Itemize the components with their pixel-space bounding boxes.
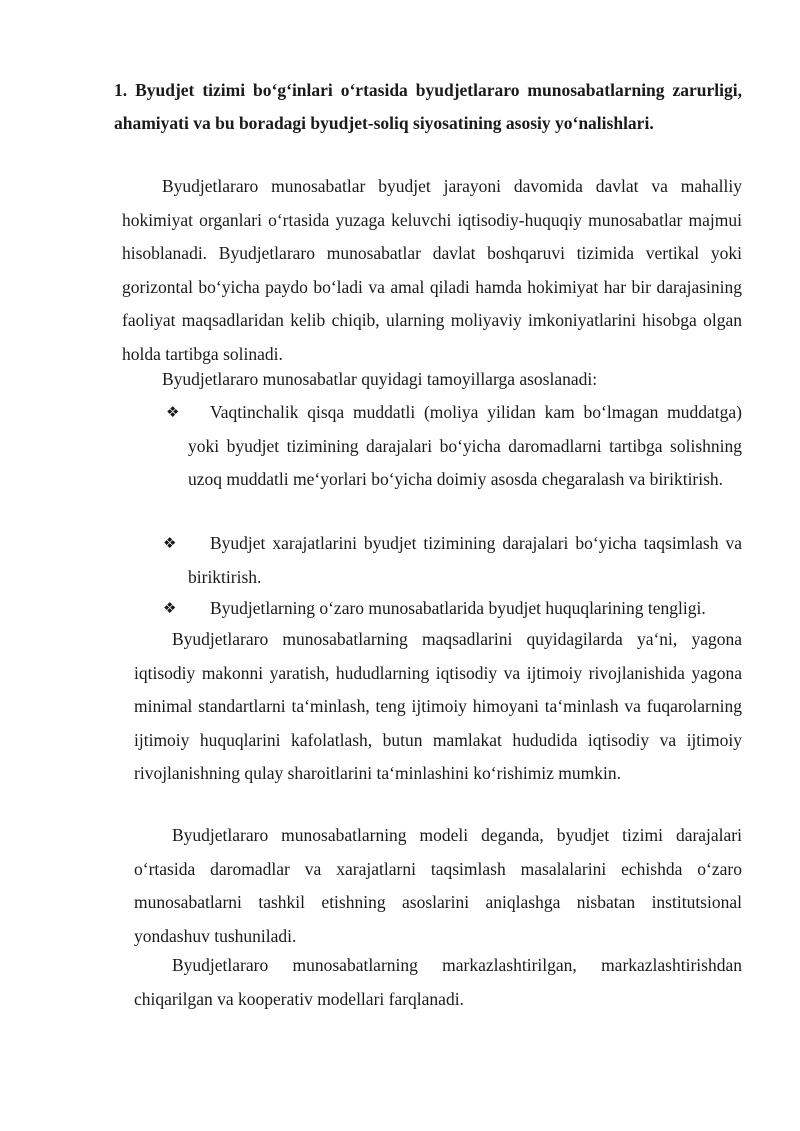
paragraph-principles-intro: Byudjetlararo munosabatlar quyidagi tamoyillarga asoslanadi:	[162, 369, 598, 389]
diamond-bullet-icon: ❖	[163, 534, 177, 552]
principle-list-item: Vaqtinchalik qisqa muddatli (moliya yilidan kam bo‘lmagan muddatga) yoki byudjet tizimining darajalari bo‘yicha daromadlarni tartibga solishning uzoq muddatli me‘yorlari bo‘yicha doimiy asosda chegaralash va biriktirish.	[188, 402, 742, 489]
paragraph-definition: Byudjetlararo munosabatlar byudjet jarayoni davomida davlat va mahalliy hokimiyat organlari o‘rtasida yuzaga keluvchi iqtisodiy-huquqiy munosabatlar majmui hisoblanadi. Byudjetlararo munosabatlar davlat boshqaruvi tizimida vertikal yoki gorizontal bo‘yicha paydo bo‘ladi va amal qiladi hamda hokimiyat har bir darajasining faoliyat maqsadlaridan kelib chiqib, ularning moliyaviy imkoniyatlarini hisobga olgan holda tartibga solinadi.	[122, 176, 742, 364]
diamond-bullet-icon: ❖	[163, 599, 177, 617]
paragraph-model-definition: Byudjetlararo munosabatlarning modeli deganda, byudjet tizimi darajalari o‘rtasida daromadlar va xarajatlarni taqsimlash masalalarini echishda o‘zaro munosabatlarni tashkil etishning asoslarini aniqlashga nisbatan institutsional yondashuv tushuniladi.	[134, 825, 742, 946]
principle-list-item: Byudjetlarning o‘zaro munosabatlarida byudjet huquqlarining tengligi.	[210, 598, 706, 618]
paragraph-goals: Byudjetlararo munosabatlarning maqsadlarini quyidagilarda ya‘ni, yagona iqtisodiy makonni yaratish, hududlarning iqtisodiy va ijtimoiy rivojlanishida yagona minimal standartlarni ta‘minlash, teng ijtimoiy himoyani ta‘minlash va fuqarolarning ijtimoiy huquqlarini kafolatlash, butun mamlakat hududida iqtisodiy va ijtimoiy rivojlanishning qulay sharoitlarini ta‘minlashini ko‘rishimiz mumkin.	[134, 629, 742, 783]
paragraph-model-types: Byudjetlararo munosabatlarning markazlashtirilgan, markazlashtirishdan chiqarilgan va kooperativ modellari farqlanadi.	[134, 955, 742, 1009]
diamond-bullet-icon: ❖	[166, 403, 180, 421]
section-heading: 1. Byudjet tizimi bo‘g‘inlari o‘rtasida byudjetlararo munosabatlarning zarurligi, ahamiyati va bu boradagi byudjet-soliq siyosatining asosiy yo‘nalishlari.	[114, 80, 742, 133]
principle-list-item: Byudjet xarajatlarini byudjet tizimining darajalari bo‘yicha taqsimlash va biriktirish.	[188, 533, 742, 587]
